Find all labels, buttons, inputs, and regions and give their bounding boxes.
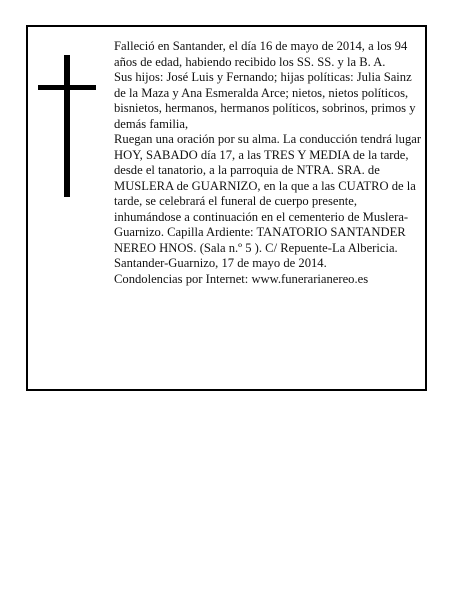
obituary-text	[114, 39, 426, 287]
condolences-website: Condolencias por Internet: www.funerarianereo.es	[114, 271, 369, 286]
cross-horizontal-bar	[38, 85, 96, 90]
funeral-details: Ruegan una oración por su alma. La conducción tendrá lugar HOY, SABADO día 17, a las TRES Y MEDIA de la tarde, desde el tanatorio, a la parroquia de NTRA. SRA. de MUSLERA de GUARNIZO, en la que a las CUATRO de la tarde, se celebrará el funeral de cuerpo presente, inhumándose a continuación en el cementerio de Muslera-Guarnizo. Capilla Ardiente: TANATORIO SANTANDER NEREO HNOS. (Sala n.º 5 ). C/ Repuente-La Albericia.	[114, 132, 422, 255]
cross-vertical-bar	[64, 55, 70, 197]
latin-cross-icon	[38, 55, 98, 197]
place-and-date: Santander-Guarnizo, 17 de mayo de 2014.	[114, 256, 327, 270]
obituary-notice	[26, 25, 427, 391]
death-announcement: Falleció en Santander, el día 16 de mayo de 2014, a los 94 años de edad, habiendo recibido los SS. SS. y la B. A.	[114, 39, 408, 69]
family-members: Sus hijos: José Luis y Fernando; hijas políticas: Julia Sainz de la Maza y Ana Esmeralda Arce; nietos, nietos políticos, bisnietos, hermanos, hermanos políticos, sobrinos, primos y demás familia,	[114, 70, 416, 131]
